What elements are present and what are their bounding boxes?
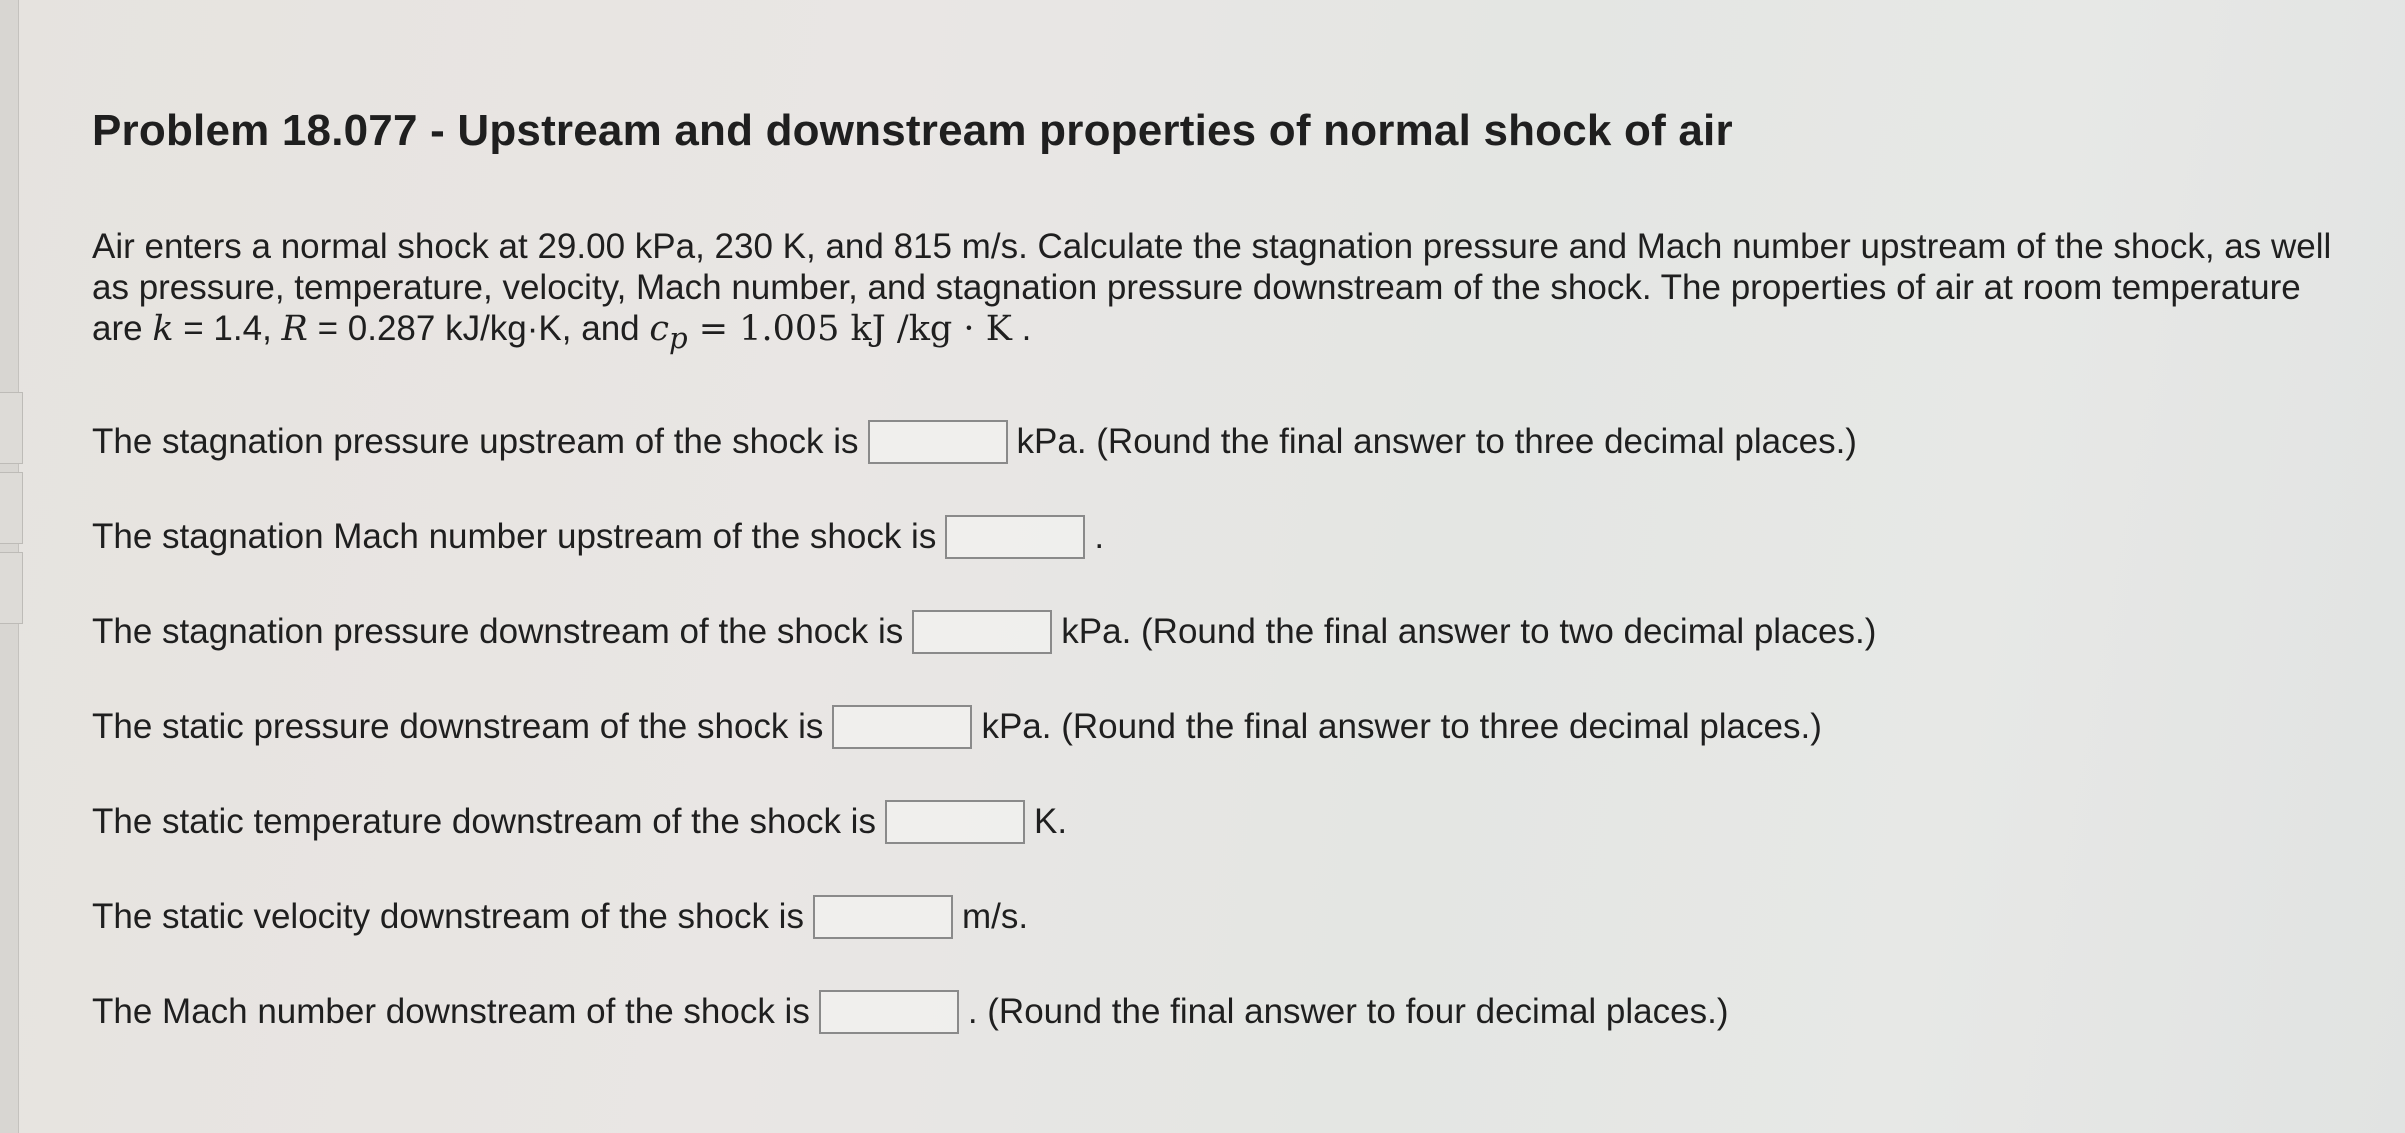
question-suffix: . [1094, 517, 1105, 556]
side-tab [0, 472, 23, 544]
question-row [92, 515, 1104, 559]
question-suffix: kPa. (Round the final answer to two decimal places.) [1061, 612, 1877, 651]
question-text: The stagnation pressure upstream of the shock is [92, 422, 859, 461]
answer-input-mach-downstream[interactable] [819, 990, 959, 1034]
answer-input-static-velocity-downstream[interactable] [813, 895, 953, 939]
question-text: The stagnation pressure downstream of the shock is [92, 612, 904, 651]
question-suffix: m/s. [961, 897, 1029, 936]
answer-input-static-temperature-downstream[interactable] [885, 800, 1025, 844]
question-text: The stagnation Mach number upstream of the shock is [92, 517, 937, 556]
answer-input-stagnation-pressure-downstream[interactable] [912, 610, 1052, 654]
answer-input-mach-upstream[interactable] [945, 515, 1085, 559]
cp-symbol: c [649, 309, 669, 349]
question-suffix: K. [1033, 802, 1068, 841]
cp-value: = 1.005 kJ /kg · K [687, 309, 1012, 349]
r-symbol: R [281, 309, 308, 349]
question-row [92, 990, 1728, 1034]
problem-title: Problem 18.077 - Upstream and downstream properties of normal shock of air [92, 106, 1733, 155]
question-text: The static pressure downstream of the shock is [92, 707, 824, 746]
question-text: The static temperature downstream of the shock is [92, 802, 876, 841]
question-row [92, 420, 1857, 464]
k-value: = 1.4, [173, 309, 282, 348]
statement-end: . [1011, 309, 1032, 348]
question-suffix: . (Round the final answer to four decimal places.) [967, 992, 1729, 1031]
left-edge-strip [0, 0, 19, 1133]
question-row [92, 800, 1067, 844]
question-row [92, 705, 1822, 749]
side-tab [0, 392, 23, 464]
cp-subscript: p [668, 321, 688, 355]
r-value: = 0.287 kJ/kg·K, and [307, 309, 650, 348]
question-row [92, 895, 1028, 939]
side-tab [0, 552, 23, 624]
question-text: The static velocity downstream of the shock is [92, 897, 804, 936]
question-suffix: kPa. (Round the final answer to three decimal places.) [1016, 422, 1857, 461]
answer-input-static-pressure-downstream[interactable] [832, 705, 972, 749]
answer-input-stagnation-pressure-upstream[interactable] [868, 420, 1008, 464]
question-text: The Mach number downstream of the shock is [92, 992, 810, 1031]
problem-statement [92, 226, 2352, 359]
question-suffix: kPa. (Round the final answer to three decimal places.) [981, 707, 1822, 746]
k-symbol: k [152, 309, 174, 349]
statement-text: Air enters a normal shock at 29.00 kPa, 230 K, and 815 m/s. Calculate the stagnation pressure and Mach number upstream of the shock, as well as pressure, temperature, velocity, Mach number, and stagnation pressure downstream of the shock. The properties of air at room temperature are [92, 227, 2332, 348]
question-row [92, 610, 1876, 654]
